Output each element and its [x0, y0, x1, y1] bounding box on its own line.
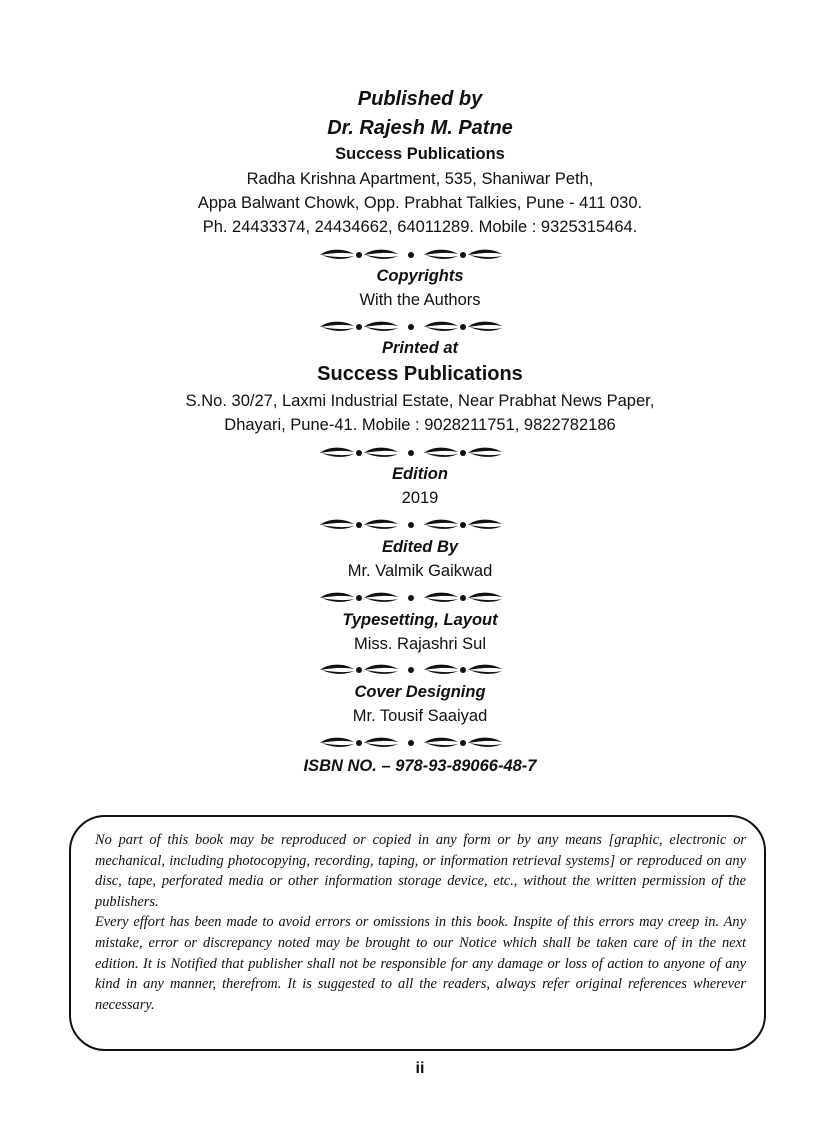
printer-address-line1: S.No. 30/27, Laxmi Industrial Estate, Near Prabhat News Paper, [185, 392, 655, 410]
publisher-address-line2: Appa Balwant Chowk, Opp. Prabhat Talkies, Pune - 411 030. [197, 194, 643, 212]
edition-heading: Edition [392, 465, 448, 483]
published-by-heading: Published by [357, 88, 483, 110]
typesetting-heading: Typesetting, Layout [342, 611, 498, 629]
ornament-divider [318, 519, 504, 531]
ornament-divider [318, 737, 504, 749]
printer-address-line2: Dhayari, Pune-41. Mobile : 9028211751, 9822782186 [224, 416, 616, 434]
publisher-address-line1: Radha Krishna Apartment, 535, Shaniwar Peth, [246, 170, 594, 188]
isbn: ISBN NO. – 978-93-89066-48-7 [303, 757, 537, 775]
ornament-divider [318, 664, 504, 676]
typesetting-value: Miss. Rajashri Sul [353, 635, 487, 653]
cover-designing-value: Mr. Tousif Saaiyad [352, 707, 488, 725]
page-number: ii [415, 1060, 425, 1077]
publisher-company: Success Publications [335, 145, 505, 163]
ornament-divider [318, 592, 504, 604]
printed-at-heading: Printed at [381, 339, 459, 357]
ornament-divider [318, 447, 504, 459]
notice-paragraph: No part of this book may be reproduced or copied in any form or by any means [graphic, electronic or mechanical, including photocopying, recording, taping, or information retrieval systems] or reproduced on any disc, tape, perforated media or other information storage device, etc., without the written permission of the publishers. [95, 832, 746, 910]
edited-by-value: Mr. Valmik Gaikwad [347, 562, 493, 580]
edited-by-heading: Edited By [381, 538, 459, 556]
printer-name: Success Publications [317, 363, 523, 385]
notice-paragraph: Every effort has been made to avoid errors or omissions in this book. Inspite of this errors may creep in. Any mistake, error or discrepancy noted may be brought to our Notice which shall be taken care of in the next edition. It is Notified that publisher shall not be responsible for any damage or loss of action to anyone of any kind in any manner, therefrom. It is suggested to all the readers, always refer original references wherever necessary. [95, 914, 746, 1013]
edition-value: 2019 [401, 489, 439, 507]
publisher-name: Dr. Rajesh M. Patne [327, 117, 513, 139]
ornament-divider [318, 249, 504, 261]
copyrights-heading: Copyrights [376, 267, 464, 285]
ornament-divider [318, 321, 504, 333]
publisher-phone: Ph. 24433374, 24434662, 64011289. Mobile : 9325315464. [202, 218, 638, 236]
copyright-notice [95, 830, 746, 1015]
copyrights-value: With the Authors [359, 291, 481, 309]
cover-designing-heading: Cover Designing [354, 683, 486, 701]
